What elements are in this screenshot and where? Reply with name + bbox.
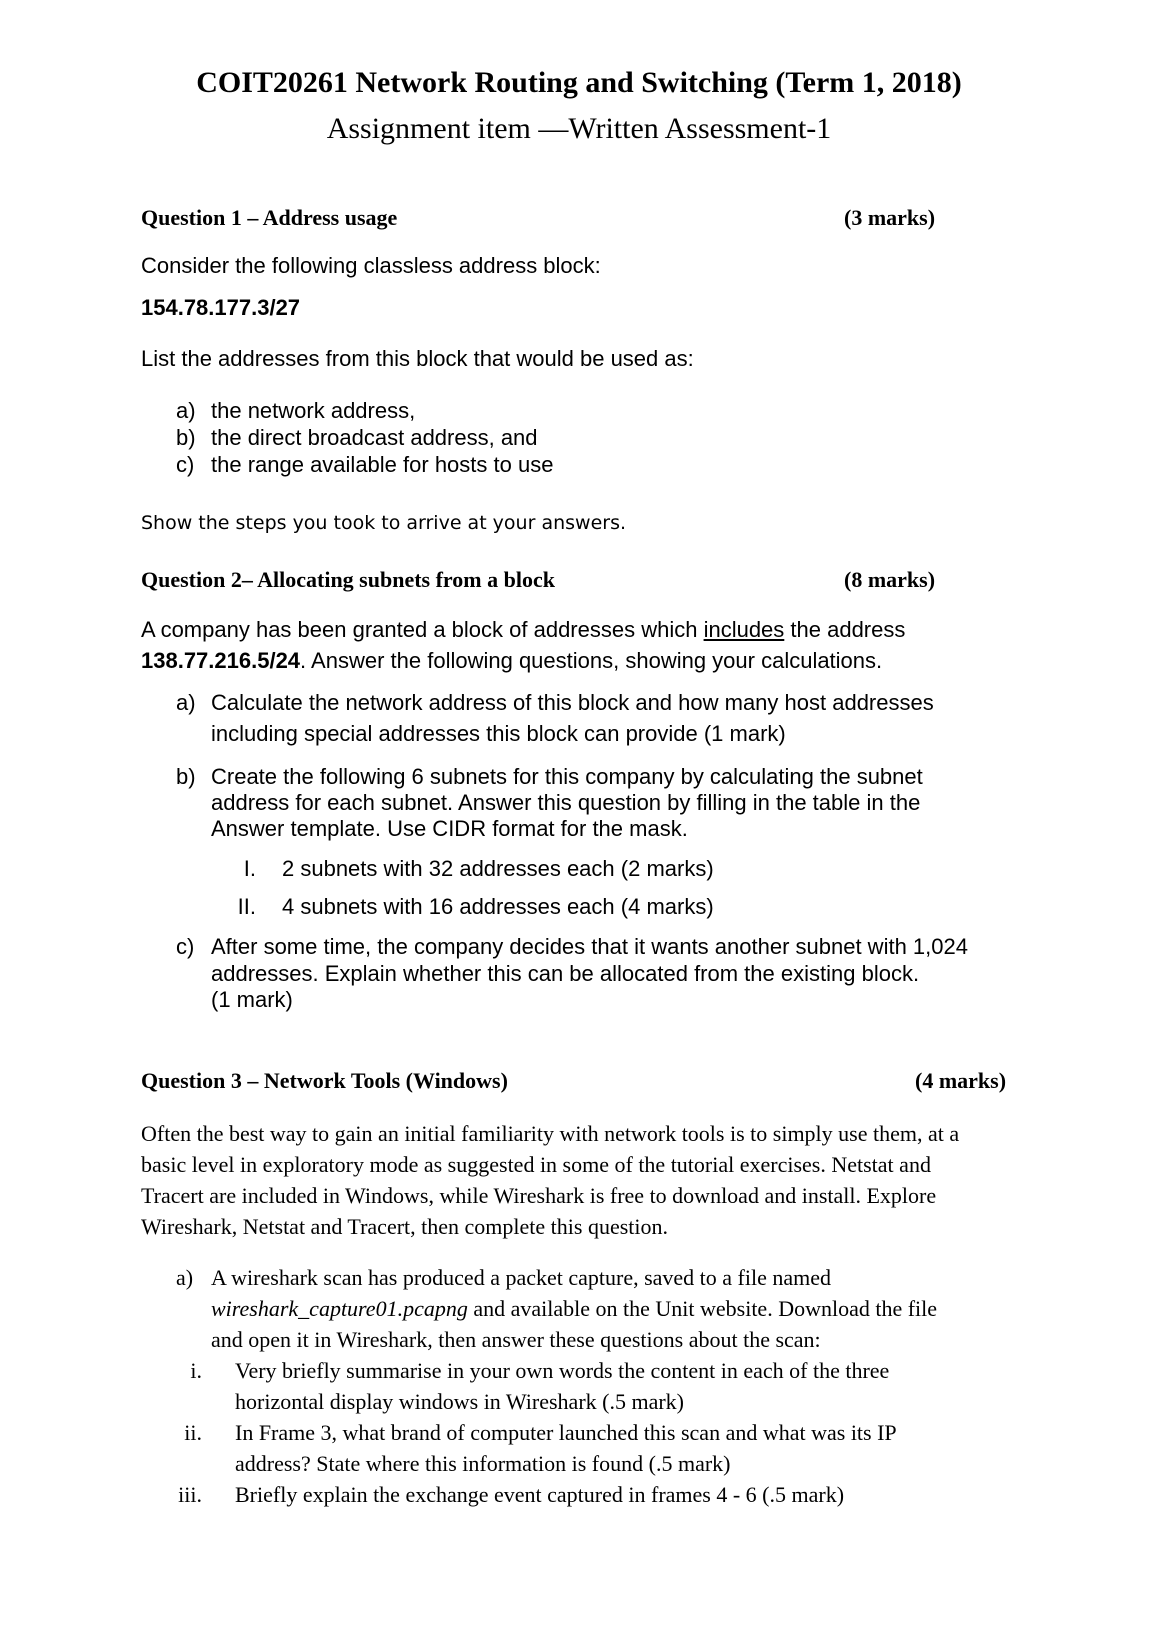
q1-item-c-label: c): [176, 452, 195, 477]
q3-a-line3: and open it in Wireshark, then answer these questions about the scan:: [211, 1327, 821, 1352]
q2-intro-pre: A company has been granted a block of addresses which: [141, 617, 704, 642]
q1-item-a-label: a): [176, 398, 196, 423]
q3-roman-ii-label: ii.: [184, 1420, 202, 1445]
q2-sub-1: 2 subnets with 32 addresses each (2 marks): [282, 856, 714, 881]
q3-marks: (4 marks): [915, 1068, 1007, 1093]
q3-roman-i-line1: Very briefly summarise in your own words the content in each of the three: [235, 1358, 890, 1383]
q1-item-b-label: b): [176, 425, 196, 450]
q2-a-line2: including special addresses this block can provide (1 mark): [211, 721, 786, 746]
q2-marks: (8 marks): [844, 567, 936, 592]
q2-intro-post: the address: [784, 617, 906, 642]
q2-intro-line2: [141, 648, 882, 674]
q2-b-label: b): [176, 764, 196, 789]
q1-heading: Question 1 – Address usage: [141, 205, 398, 230]
q3-para-line2: basic level in exploratory mode as suggested in some of the tutorial exercises. Netstat and: [141, 1152, 931, 1177]
q2-b-line1: Create the following 6 subnets for this company by calculating the subnet: [211, 764, 923, 789]
q1-marks: (3 marks): [844, 205, 936, 230]
q2-heading: Question 2– Allocating subnets from a block: [141, 567, 555, 592]
q3-roman-ii-line1: In Frame 3, what brand of computer launched this scan and what was its IP: [235, 1420, 897, 1445]
q1-intro: Consider the following classless address block:: [141, 253, 601, 278]
q3-a-line1: A wireshark scan has produced a packet capture, saved to a file named: [211, 1265, 832, 1290]
q2-sub-2-label: II.: [237, 894, 256, 919]
q3-capture-filename: wireshark_capture01.pcapng: [211, 1296, 468, 1321]
q2-intro-tail: . Answer the following questions, showing your calculations.: [300, 648, 883, 673]
q2-intro-underline: includes: [703, 617, 785, 642]
q1-note: Show the steps you took to arrive at your answers.: [141, 512, 627, 534]
q2-c-line2: addresses. Explain whether this can be allocated from the existing block.: [211, 961, 920, 986]
q1-item-c: the range available for hosts to use: [211, 452, 554, 477]
q3-heading: Question 3 – Network Tools (Windows): [141, 1068, 508, 1093]
q2-a-label: a): [176, 690, 196, 715]
q3-para-line4: Wireshark, Netstat and Tracert, then complete this question.: [141, 1214, 668, 1239]
document-title: COIT20261 Network Routing and Switching (Term 1, 2018): [196, 66, 962, 99]
q3-roman-iii-label: iii.: [178, 1482, 202, 1507]
q2-intro: [141, 617, 905, 643]
q2-a-line1: Calculate the network address of this block and how many host addresses: [211, 690, 934, 715]
q2-c-label: c): [176, 934, 195, 959]
q2-c-line1: After some time, the company decides that it wants another subnet with 1,024: [211, 934, 968, 959]
q2-address: 138.77.216.5/24: [141, 648, 301, 673]
q2-b-line2: address for each subnet. Answer this question by filling in the table in the: [211, 790, 921, 815]
q2-sub-1-label: I.: [243, 856, 256, 881]
q3-roman-i-line2: horizontal display windows in Wireshark (.5 mark): [235, 1389, 685, 1414]
q2-b-line3: Answer template. Use CIDR format for the mask.: [211, 816, 688, 841]
q1-item-b: the direct broadcast address, and: [211, 425, 538, 450]
q3-roman-i-label: i.: [190, 1358, 202, 1383]
q2-sub-2: 4 subnets with 16 addresses each (4 marks): [282, 894, 714, 919]
q3-a-line2: [211, 1296, 937, 1322]
q3-para-line3: Tracert are included in Windows, while Wireshark is free to download and install. Explore: [141, 1183, 937, 1208]
q2-c-line3: (1 mark): [211, 987, 293, 1012]
q1-prompt: List the addresses from this block that would be used as:: [141, 346, 694, 371]
document-subtitle: Assignment item —Written Assessment-1: [326, 112, 832, 145]
q3-roman-ii-line2: address? State where this information is found (.5 mark): [235, 1451, 731, 1476]
q3-a-line2-post: and available on the Unit website. Download the file: [467, 1296, 938, 1321]
q3-a-label: a): [176, 1265, 194, 1290]
q3-roman-iii-line1: Briefly explain the exchange event captured in frames 4 - 6 (.5 mark): [235, 1482, 845, 1507]
q1-item-a: the network address,: [211, 398, 416, 423]
q3-para-line1: Often the best way to gain an initial familiarity with network tools is to simply use them, at a: [141, 1121, 960, 1146]
q1-address-block: 154.78.177.3/27: [141, 295, 301, 320]
